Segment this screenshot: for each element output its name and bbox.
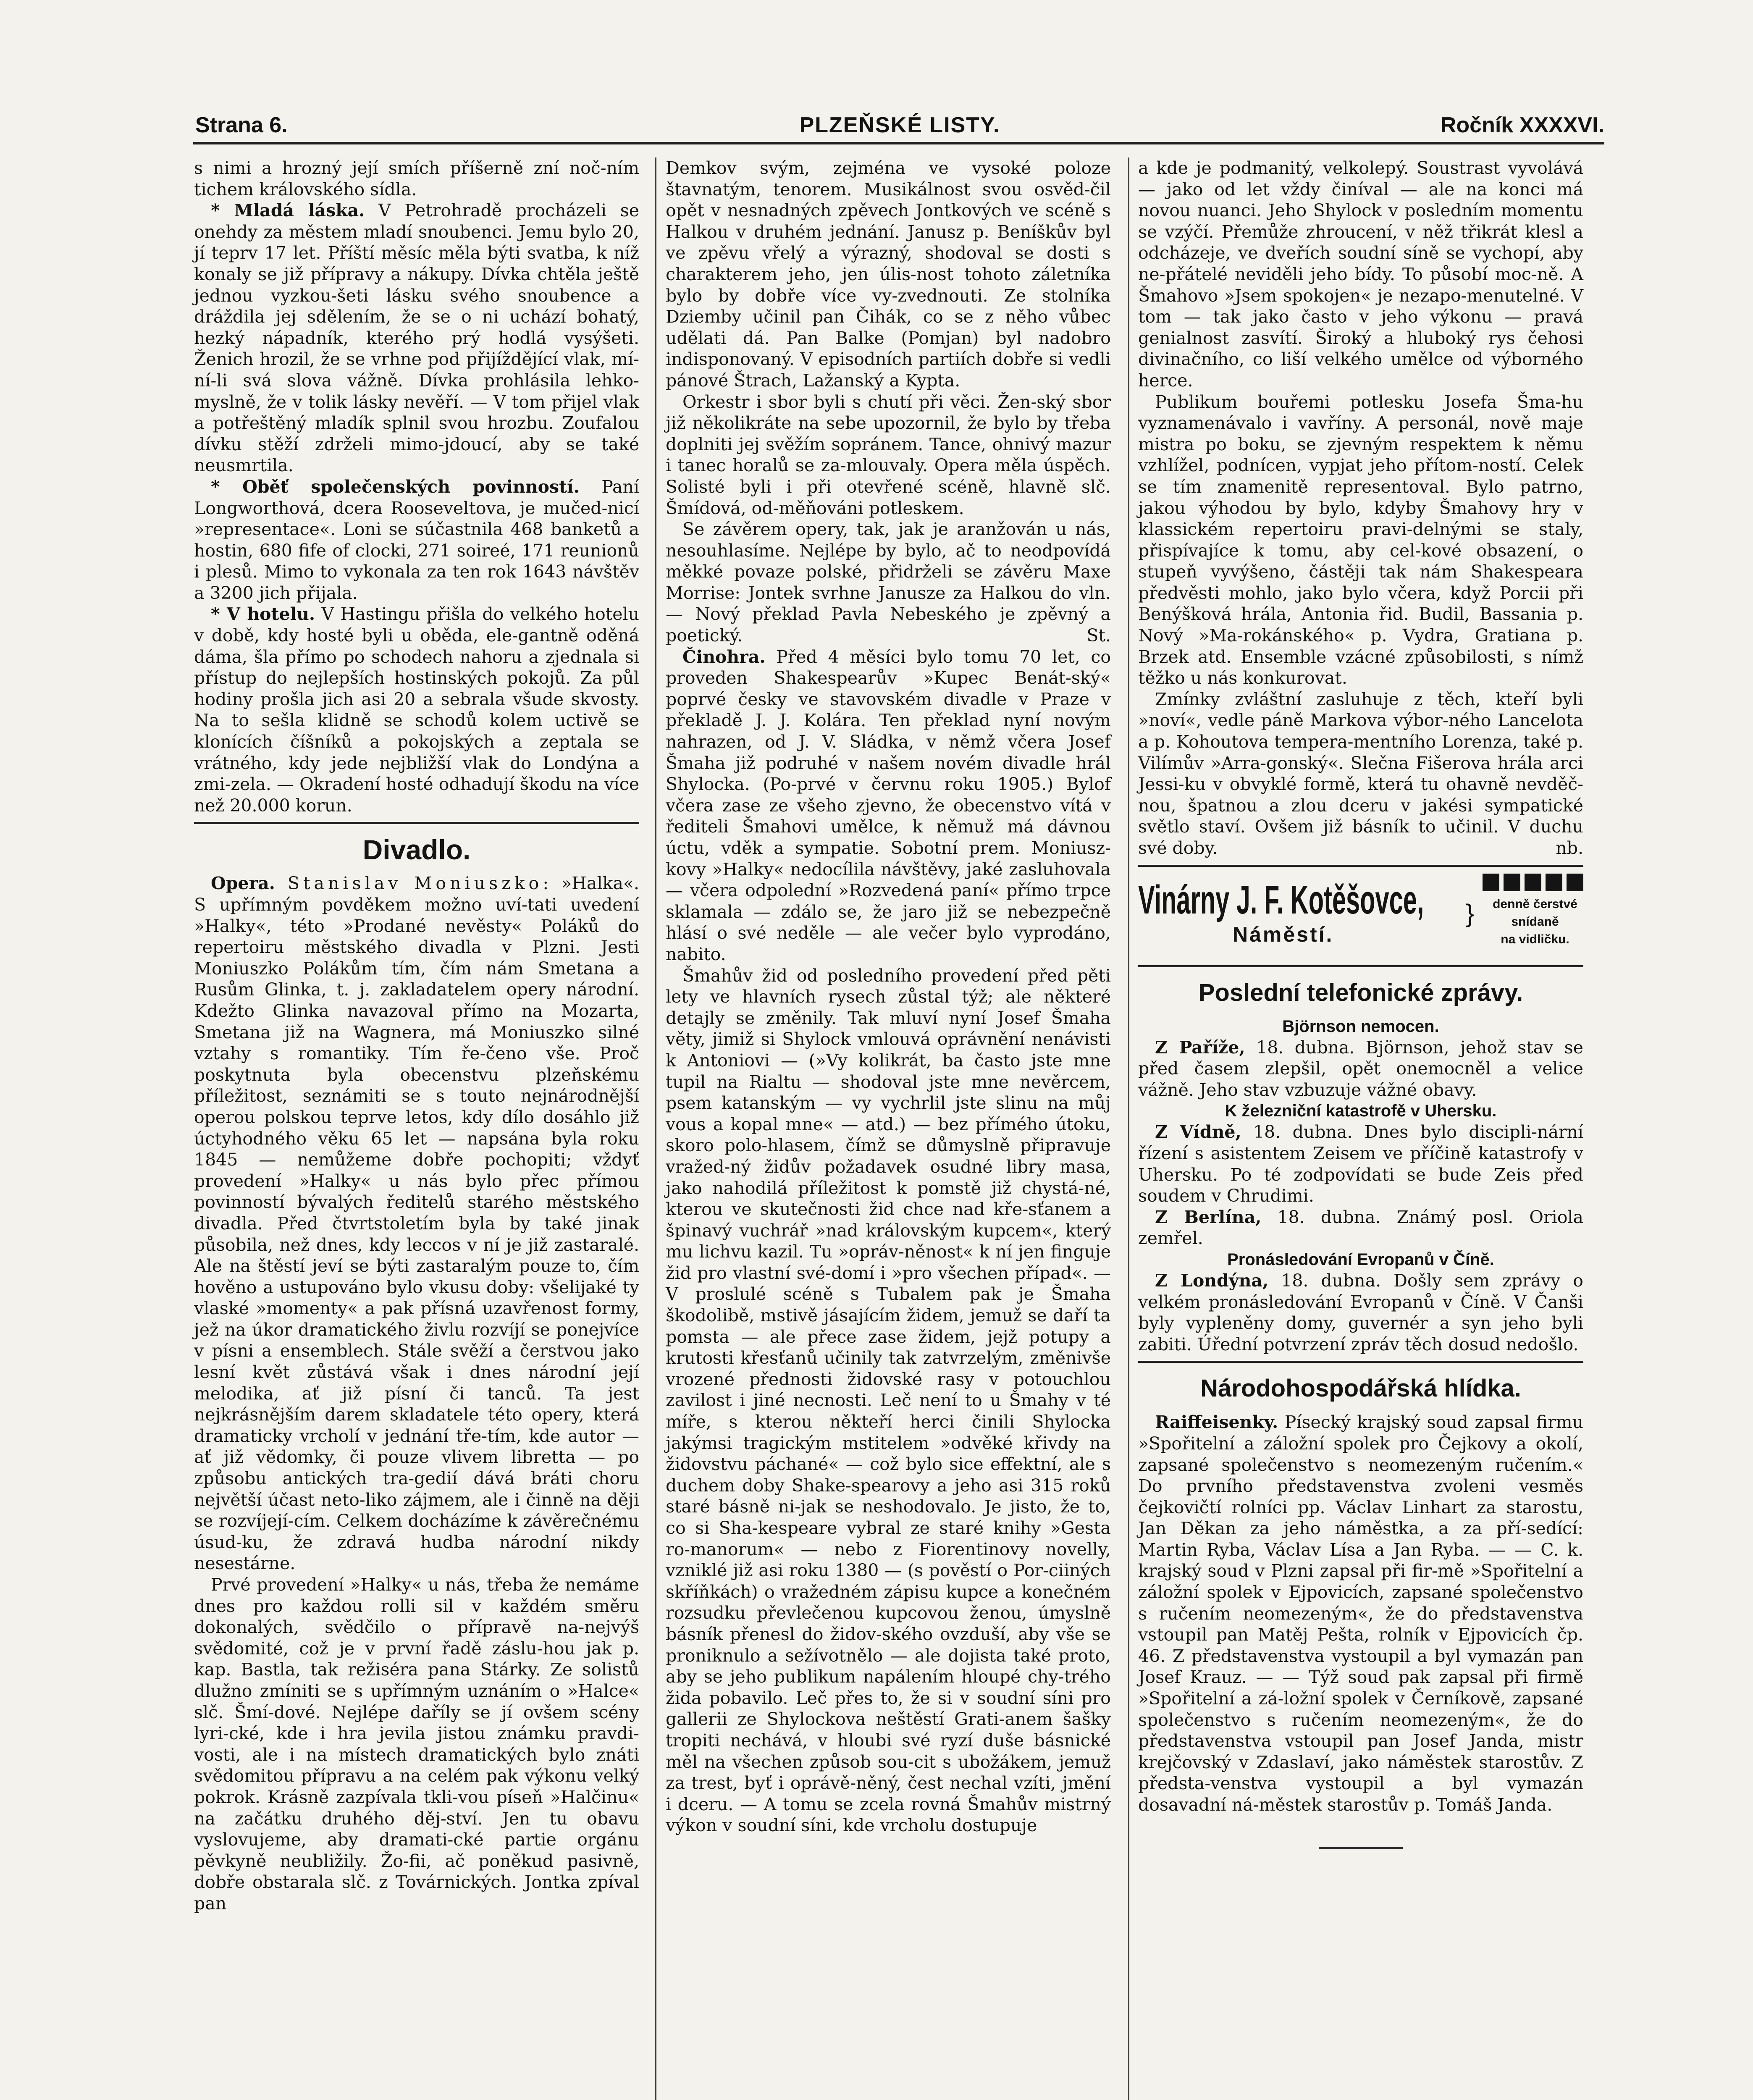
article-title: * Mladá láska.: [211, 200, 365, 221]
news-berlin: Z Berlína, 18. dubna. Známý posl. Oriola zemřel.: [1138, 1207, 1583, 1249]
author-signature: St.: [1086, 625, 1111, 646]
ad-brace: }: [1466, 899, 1475, 927]
volume-number: Ročník XXXXVI.: [1440, 113, 1604, 137]
advertisement-vinarny: [1138, 874, 1583, 958]
ad-brand: Vinárny J. F. Kotěšovce,: [1138, 877, 1424, 922]
newspaper-title: PLZEŇSKÉ LISTY.: [799, 113, 1000, 137]
section-rule: [1138, 965, 1583, 967]
article-raiffeisenky: Raiffeisenky. Písecký krajský soud zapsal firmu »Spořitelní a záložní spolek pro Čejkovy a okolí, zapsané společenstvo s neomezeným ručením.« Do prvního představenstva zvoleni vesměs čejkovičtí rolníci pp. Václav Linhart za starostu, Jan Děkan za jeho náměstka, a za pří-sedící: Martin Ryba, Václav Lísa a Jan Ryba. — — C. k. krajský soud v Plzni zapsal při fir-mě »Spořitelní a záložní spolek v Ejpovicích, zapsané společenstvo s ručením neomezeným«, že do představenstva vstoupil pan Matěj Pešta, rolník v Ejpovicích čp. 46. Z představenstva vystoupil a byl vymazán pan Josef Krauz. — — Týž soud pak zapsal při firmě »Spořitelní a zá-ložní spolek v Černíkově, zapsané společenstvo s ručením neomezeným«, že do představenstva vstoupil pan Josef Janda, mistr krejčovský v Zdaslaví, jako náměstek starostův. Z předsta-venstva vystoupil a byl vymazán dosavadní ná-městek starostův p. Tomáš Janda.: [1138, 1412, 1583, 1815]
cinohra-cont: a kde je podmanitý, velkolepý. Soustrast vyvolává — jako od let vždy činíval — ale na konci má novou nuanci. Jeho Shylock v posledním momentu se vzýčí. Přemůže zhroucení, v něž třikrát klesl a odcházeje, ve dveřích soudní síně se vychopí, aby ne-přátelé neviděli jeho bídy. To působí moc-ně. A Šmahovo »Jsem spokojen« je nezapo-menutelné. V tom — tak jako často v jeho výkonu — pravá genialnost zasvítí. Široký a hluboký rys čehosi divinačního, co liší velkého umělce od výborného herce.: [1138, 158, 1583, 391]
article-label: Činohra.: [682, 646, 766, 667]
header-rule: [193, 142, 1604, 144]
end-ornament: [1138, 1832, 1583, 1854]
article-continuation: s nimi a hrozný její smích příšerně zní noč-ním tichem královského sídla.: [194, 158, 639, 200]
article-mlada-laska: * Mladá láska. V Petrohradě procházeli se onehdy za městem mladí snoubenci. Jemu bylo 20, jí teprv 17 let. Příští měsíc měla býti svatba, k níž konaly se již přípravy a nákupy. Dívka chtěla ještě jednou vyzkou-šeti lásku svého snoubence a dráždila jej sdělením, že se o ni uchází bohatý, hezký nápadník, kterého prý hodlá vysýšeti. Ženich hrozil, že se vrhne pod přijíždějící vlak, mí-ní-li svá slova vážně. Dívka prohlásila lehko-myslně, že v tolik lásky nevěří. — V tom přijel vlak a potřeštěný mladík splnil svou hrozbu. Zoufalou dívku stěží zdrželi mimo-jdoucí, aby se také neusmrtila.: [194, 200, 639, 476]
ad-ornament: [1483, 874, 1583, 891]
article-title: * Oběť společenských povinností.: [211, 476, 580, 497]
article-cinohra: Činohra. Před 4 měsíci bylo tomu 70 let, co proveden Shakespearův »Kupec Benát-ský« poprvé česky ve stavovském divadle v Praze v překladě J. J. Kolára. Ten překlad nyní novým nahrazen, od J. V. Sládka, v němž včera Josef Šmaha již podruhé v našem novém divadle hrál Shylocka. (Po-prvé v červnu roku 1905.) Bylof včera zase ze všeho zjevno, že obecenstvo vítá v řediteli Šmahovi umělce, k němuž má dávnou úctu, vděk a sympatie. Sobotní prem. Moniusz-kovy »Halky« nedocílila návštěvy, jaké zasluhovala — včera odpolední »Rozvedená paní« přímo trpce sklamala — zdálo se, že jaro již se nebezpečně hlásí o své neděle — ale večer bylo vyprodáno, nabito.: [666, 646, 1111, 964]
news-subheading: K železniční katastrofě v Uhersku.: [1225, 1102, 1497, 1121]
article-hotel: * V hotelu. V Hastingu přišla do velkého hotelu v době, kdy hosté byli u oběda, ele-gantně oděná dáma, šla přímo po schodech nahoru a zjednala si přístup do nejlepších hostinských pokojů. Za půl hodiny prošla jich asi 20 a sebrala všude skvosty. Na to sešla klidně se schodů kolem uctivě se klonících číšníků a pokojských a zeptala se vrátného, kdy jede nejbližší vlak do Londýna a zmi-zela. — Okradení hosté odhadují škodu na více než 20.000 korun.: [194, 604, 640, 816]
section-heading-telefonicke: Poslední telefonické zprávy.: [1198, 979, 1523, 1006]
news-vienna: Z Vídně, 18. dubna. Dnes bylo discipli-nární řízení s asistentem Zeisem ve příčině katastrofy v Uhersku. Po té zodpovídati se bude Zeis před soudem v Chrudimi.: [1138, 1122, 1583, 1206]
ad-place: Náměstí.: [1233, 922, 1334, 946]
section-heading-narodohospodarska: Národohospodářská hlídka.: [1200, 1375, 1521, 1402]
page-header: [195, 113, 1604, 142]
cinohra-paragraph: Šmahův žid od posledního provedení před pěti lety ve hlavních rysech zůstal týž; ale některé detajly se změnily. Tak mluví nyní Josef Šmaha věty, jimiž si Shylock vmlouvá oprávnění nenávisti k Antoniovi — (»Vy kolikrát, ba často jste mne tupil na Rialtu — shodoval jste mne nevěrcem, psem katanským — vy vychrlil jste slinu na můj vous a kopal mne« — atd.) — bez přímého útoku, skoro polo-hlasem, čímž se důmyslně připravuje vražed-ný židův požadavek osudné libry masa, jako nahodilá příležitost k pomstě již chystá-né, kterou ve skutečnosti žid chce nad kře-sťanem a špinavý vuchrář »nad královským kupcem«, který mu lichvu kazil. Tu »opráv-něnost« k ní jen finguje žid pro vlastní své-domí i »pro všechen případ«. — V proslulé scéně s Tubalem pak je Šmaha škodolibě, mstivě jásajícím židem, jemuž se daří ta pomsta — ale přece zase židem, jejž potupy a krutosti křesťanů učinily tak zatvrzelým, změnivše vrozené přednosti židovské rasy v potouchlou zavilost i jiné necnosti. Leč není to u Šmahy v té míře, s kterou někteří herci činili Shylocka jakýmsi tragickým mstitelem »odvěké křivdy na židovstvu páchané« — což bylo sice effektní, ale s duchem doby Shake-spearovy a jeho asi 315 roků staré básně ni-jak se neshodovalo. Je jisto, že to, co si Sha-kespeare vybral ze staré knihy »Gesta ro-manorum« — nebo z Fiorentinovy novelly, vzniklé již asi roku 1380 — (s pověstí o Por-ciiných skříňkách) o vražedném zápisu kupce a konečném rozsudku převlečenou kupcovou ženou, úmyslně básník přenesl do židov-ského ovzduší, aby vše se proniknulo a sežívotnělo — ale dojista také proto, aby se jeho publikum napálením hloupé chy-trého žida pobavilo. Leč přes to, že si v soudní síni pro gallerii ze Shylockova neštěstí Grati-anem šašky tropiti nechává, v hloubi své ryzí duše básnické měl na všechen způsob sou-cit s ubožákem, jemuž za trest, byť i oprávě-něný, čest nechal vzíti, jmění i dceru. — A tomu se zcela rovná Šmahův mistrný výkon v soudní síni, kde vrcholu dostupuje: [666, 965, 1111, 1836]
cinohra-paragraph: Zmínky zvláštní zasluhuje z těch, kteří byli »noví«, vedle páně Markova výbor-ného Lancelota a p. Kohoutova tempera-mentního Lorenza, také p. Vilímův »Arra-gonský«. Slečna Fišerova hrála arci Jessi-ku v obvyklé formě, která tu ohavně nevděč-nou, špatnou a zlou dceru v jakési sympatické světlo staví. Ovšem již básník to učinil. V duchu své doby. nb.: [1138, 689, 1583, 858]
column-2: [666, 158, 1111, 1836]
column-divider: [655, 158, 656, 2100]
page-number: Strana 6.: [195, 113, 288, 137]
column-divider: [1128, 158, 1129, 2100]
cinohra-paragraph: Publikum bouřemi potlesku Josefa Šma-hu vyznamenávalo i vavříny. A personál, nově maje mistra po boku, se zjevným respektem k němu vzhlížel, podnícen, vypjat jeho přítom-ností. Celek se tím znamenitě representoval. Bylo patrno, jakou výhodou by bylo, kdyby Šmahovy hry v klassickém repertoiru pravi-delnými se staly, přispívajíce k tomu, aby cel-kové obsazení, o stupeň vyvýšeno, částěji tak nám Shakespeara předvěsti mohlo, jako bylo včera, když Porcii při Benýšková hrála, Antonia řid. Budil, Bassania p. Nový »Ma-rokánského« p. Vydra, Gratiana p. Brzek atd. Ensemble vzácné způsobilosti, s nímž těžko u nás konkurovat.: [1138, 391, 1583, 688]
news-subheading: Pronásledování Evropanů v Číně.: [1227, 1250, 1494, 1269]
section-rule: [194, 822, 639, 824]
opera-review-cont: Demkov svým, zejména ve vysoké poloze štavnatým, tenorem. Musikálnost svou osvěd-čil opět v nesnadných zpěvech Jontkových ve scéně s Halkou v druhém jednání. Janusz p. Beníškův byl ve zpěvu vřelý a výrazný, shodoval se dosti s charakterem jeho, jen úlis-nost tohoto záletníka bylo by dobře více vy-zvednouti. Ze stolníka Dziemby učinil pan Čihák, co se z něho vůbec udělati dá. Pan Balke (Pomjan) byl nadobro indisponovaný. V episodních partiích dobře si vedli pánové Štrach, Lažanský a Kypta.: [666, 158, 1111, 391]
news-paris: Z Paříže, 18. dubna. Björnson, jehož stav se před časem zlepšil, opět onemocněl a velice vážně. Jeho stav vzbuzuje vážné obavy.: [1138, 1037, 1583, 1100]
ad-tagline: denně čerstvé snídaně na vidličku.: [1493, 897, 1577, 946]
article-label: Opera.: [211, 873, 275, 894]
column-1: [194, 158, 639, 1914]
opera-review-paragraph: Orkestr i sbor byli s chutí při věci. Žen-ský sbor již několikráte na sebe upozornil, že bylo by třeba doplniti jej svěžím sopránem. Tance, ohnivý mazur i tanec horalů se za-mlouvaly. Opera měla úspěch. Solisté byli i při otevřené scéně, hlavně slč. Šmídová, od-měňováni potleskem.: [666, 391, 1111, 518]
news-subheading: Björnson nemocen.: [1282, 1017, 1439, 1036]
section-rule: [1138, 865, 1583, 867]
section-heading-divadlo: Divadlo.: [362, 834, 471, 866]
article-opera-cont: Prvé provedení »Halky« u nás, třeba že nemáme dnes pro každou rolli sil v každém směru dokonalých, svědčilo o přípravě na-nejvýš svědomité, což je v první řadě záslu-hou jak p. kap. Bastla, tak režiséra pana Stárky. Ze solistů dlužno zmíniti se s upřímným uznáním o »Halce« slč. Šmí-dové. Nejlépe daříly se jí ovšem scény lyri-cké, kde i hra jevila jistou známku pravdi-vosti, ale i na místech dramatických bylo znáti svědomitou přípravu a na celém pak výkonu velký pokrok. Krásně zazpívala tkli-vou píseň »Halčinu« na začátku druhého děj-ství. Jen tu obavu vyslovujeme, aby dramati-cké partie orgánu pěvkyně neubližily. Žo-fii, ač poněkud pasivně, dobře obstarala slč. z Továrnických. Jontka zpíval pan: [194, 1575, 639, 1914]
news-london: Z Londýna, 18. dubna. Došly sem zprávy o velkém pronásledování Evropanů v Číně. V Čanši byly vypleněny domy, guvernér a syn jeho byli zabiti. Úřední potvrzení zpráv těch dosud nedošlo.: [1138, 1270, 1583, 1354]
author-signature: nb.: [1556, 838, 1583, 858]
article-opera: Opera. Stanislav Moniuszko: »Halka«. S upřímným povděkem možno uví-tati uvedení »Halky«, této »Prodané nevěsty« Poláků do repertoiru městského divadla v Plzni. Jesti Moniuszko Polákům tím, čím nám Smetana a Rusům Glinka, t. j. zakladatelem opery národní. Kdežto Glinka navazoval přímo na Mozarta, Smetana již na Wagnera, má Moniuszko silné vztahy s romantiky. Tím ře-čeno vše. Proč poskytnuta byla obecenstvu plzeňskému příležitost, seznámiti se s touto nejnárodnější operou polskou teprve letos, kdy dílo dosáhlo již úctyhodného věku 65 let — napsána byla roku 1845 — nemůžeme dobře pochopiti; vždyť provedení »Halky« u nás bylo přec přímou povinností bývalých ředitelů starého městského divadla. Před čtvrtstoletím byla by také jinak působila, než dnes, kdy leccos v ní je již zastaralé. Ale na štěstí jeví se býti zastaralým pouze to, čím hověno a ustupováno bylo vkusu doby: všelijaké ty vlaské »momenty« a pak přísná uzavřenost formy, jež na úkor dramatického živlu rozvíjí se ponejvíce v písni a ensemblech. Stále svěží a čerstvou jako lesní květ zůstává však i dnes národní její melodika, ať již písní či tanců. Ta jest nejkrásnějším darem skladatele této opery, která dramaticky vrcholí v jednání tře-tím, kde autor — ať již vědomky, či pouze vlivem libretta — po způsobu antických tra-gedií dává bráti choru největší účast neto-liko zájmem, ale i činně na ději se rozvíjejí-cím. Celkem docházíme k závěrečnému úsud-ku, že zdravá hudba národní nikdy nesestárne.: [194, 873, 640, 1574]
opera-review-paragraph: Se závěrem opery, tak, jak je aranžován u nás, nesouhlasíme. Nejlépe by bylo, ač to neodpovídá měkké povaze polské, přidrželi se závěru Maxe Morrise: Jontek svrhne Janusze za Halkou do vln. — Nový překlad Pavla Nebeského je zpěvný a poetický. St.: [666, 519, 1111, 646]
article-label: Raiffeisenky.: [1155, 1412, 1278, 1433]
column-3: [1138, 158, 1583, 1853]
section-rule: [1138, 1361, 1583, 1363]
article-obet: * Oběť společenských povinností. Paní Longworthová, dcera Rooseveltova, je mučed-nicí »representace«. Loni se súčastnila 468 banketů a hostin, 680 fife of clocki, 271 soireé, 171 reunionů i plesů. Mimo to vykonala za ten rok 1643 návštěv a 3200 jich přijala.: [194, 476, 639, 603]
article-title: * V hotelu.: [211, 604, 315, 625]
